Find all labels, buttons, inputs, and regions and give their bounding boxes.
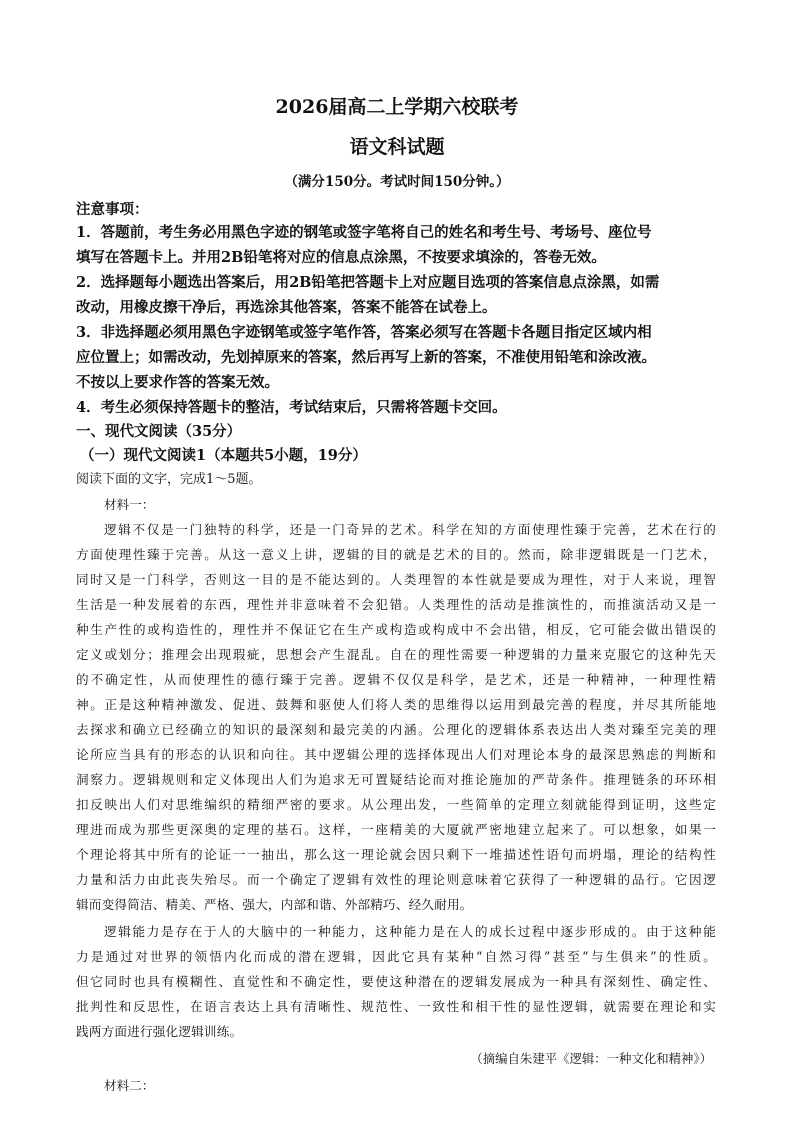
passage-line: 洞察力。逻辑规则和定义体现出人们为追求无可置疑结论而对推论施加的严苛条件。推理链条的环环相: [76, 772, 716, 787]
score-time-note: （满分150分。考试时间150分钟。）: [284, 174, 510, 190]
passage-line: 批判性和反思性，在语言表达上具有清晰性、规范性、一致性和相干性的显性逻辑，就需要在理论和实: [76, 999, 716, 1014]
section-heading: 一、现代文阅读（35分）: [76, 423, 242, 440]
source-citation: （摘编自朱建平《逻辑：一种文化和精神》）: [470, 1051, 712, 1066]
material-one-label: 材料一：: [104, 497, 155, 512]
notice-line: 2．选择题每小题选出答案后，用2B铅笔把答题卡上对应题目选项的答案信息点涂黑，如需: [76, 274, 660, 291]
passage-line: 论所应当具有的形态的认识和向往。其中逻辑公理的选择体现出人们对理论本身的最深思熟虑的判断和: [76, 747, 716, 762]
exam-title: 2026届高二上学期六校联考: [275, 96, 519, 118]
passage-line: 但它同时也具有模糊性、直觉性和不确定性，要使这种潜在的逻辑发展成为一种具有深刻性、确定性、: [76, 974, 716, 989]
notice-line: 3．非选择题必须用黑色字迹钢笔或签字笔作答，答案必须写在答题卡各题目指定区域内相: [76, 324, 652, 341]
material-two-label: 材料二：: [104, 1078, 155, 1093]
notice-line: 1．答题前，考生务必用黑色字迹的钢笔或签字笔将自己的姓名和考生号、考场号、座位号: [76, 224, 652, 241]
passage-line: 神。正是这种精神激发、促进、鼓舞和驱使人们将人类的思维得以运用到最完善的程度，并尽其所能地: [76, 697, 716, 712]
passage-line: 同时又是一门科学，否则这一目的是不能达到的。人类理智的本性就是要成为理性，对于人来说，理智: [76, 572, 716, 587]
passage-line: 辑而变得简洁、精美、严格、强大，内部和谐、外部精巧、经久耐用。: [76, 897, 473, 912]
passage-line: 去探求和确立已经确立的知识的最深刻和最完美的内涵。公理化的逻辑体系表达出人类对臻至完美的理: [76, 722, 716, 737]
passage-line: 力是通过对世界的领悟内化而成的潜在逻辑，因此它具有某种“自然习得”甚至“与生俱来”的性质。: [76, 949, 716, 964]
passage-line: 理进而成为那些更深奥的定理的基石。这样，一座精美的大厦就严密地建立起来了。可以想象，如果一: [76, 822, 716, 837]
notice-line: 填写在答题卡上。并用2B铅笔将对应的信息点涂黑，不按要求填涂的，答卷无效。: [76, 249, 606, 266]
notice-heading: 注意事项：: [76, 201, 149, 218]
passage-line: 践两方面进行强化逻辑训练。: [76, 1024, 243, 1039]
subject-title: 语文科试题: [349, 136, 445, 158]
passage-line: 的不确定性，从而使理性的德行臻于完善。逻辑不仅仅是科学，是艺术，还是一种精神，一种理性精: [76, 672, 716, 687]
passage-line: 力量和活力由此丧失殆尽。而一个确定了逻辑有效性的理论则意味着它获得了一种逻辑的品行。它因逻: [76, 872, 716, 887]
passage-line: 逻辑能力是存在于人的大脑中的一种能力，这种能力是在人的成长过程中逐步形成的。由于这种能: [104, 924, 716, 939]
passage-line: 逻辑不仅是一门独特的科学，还是一门奇异的艺术。科学在知的方面使理性臻于完善，艺术在行的: [104, 522, 716, 537]
notice-line: 改动，用橡皮擦干净后，再选涂其他答案，答案不能答在试卷上。: [76, 299, 497, 316]
passage-line: 定义或划分；推理会出现瑕疵，思想会产生混乱。自在的理性需要一种逻辑的力量来克服它的这种先天: [76, 647, 716, 662]
subsection-heading: （一）现代文阅读1（本题共5小题，19分）: [80, 447, 367, 464]
reading-instruction: 阅读下面的文字，完成1～5题。: [76, 472, 262, 487]
passage-line: 种生产性的或构造性的，理性并不保证它在生产或构造或构成中不会出错，相反，它可能会做出错误的: [76, 622, 716, 637]
passage-line: 扣反映出人们对思维编织的精细严密的要求。从公理出发，一些简单的定理立刻就能得到证明，这些定: [76, 797, 716, 812]
notice-line: 应位置上；如需改动，先划掉原来的答案，然后再写上新的答案，不准使用铅笔和涂改液。: [76, 349, 656, 366]
notice-line: 4．考生必须保持答题卡的整洁，考试结束后，只需将答题卡交回。: [76, 399, 507, 416]
passage-line: 生活是一种发展着的东西，理性并非意味着不会犯错。人类理性的活动是推演性的，而推演活动又是一: [76, 597, 716, 612]
passage-line: 方面使理性臻于完善。从这一意义上讲，逻辑的目的就是艺术的目的。然而，除非逻辑既是一门艺术，: [76, 547, 716, 562]
notice-line: 不按以上要求作答的答案无效。: [76, 374, 279, 391]
passage-line: 个理论将其中所有的论证一一抽出，那么这一理论就会因只剩下一堆描述性语句而坍塌，理论的结构性: [76, 847, 716, 862]
